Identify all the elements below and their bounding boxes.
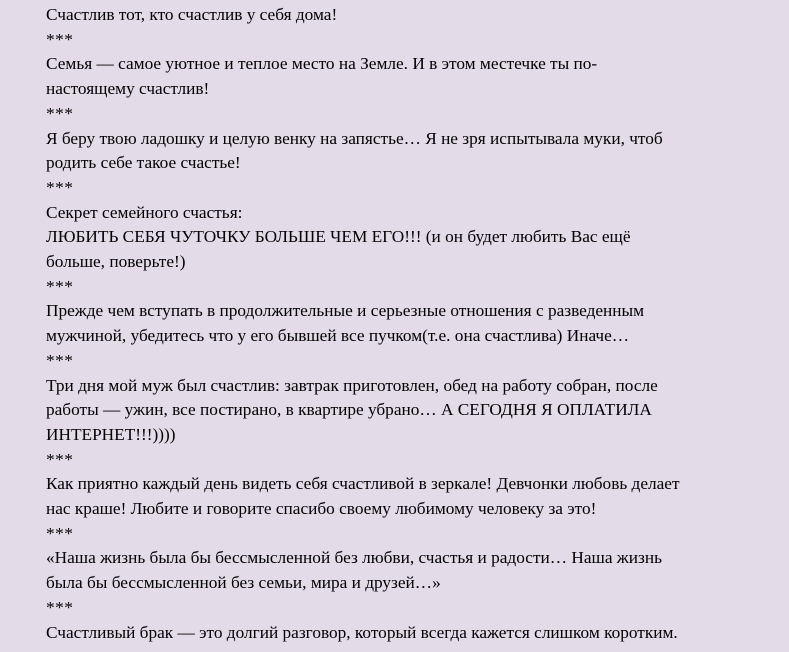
separator: *** bbox=[46, 103, 74, 123]
quote-line: Секрет семейного счастья: bbox=[46, 202, 243, 222]
quote-line: Прежде чем вступать в продолжительные и серьезные отношения с разведенным bbox=[46, 301, 645, 321]
separator: *** bbox=[46, 523, 74, 543]
quote-block bbox=[46, 201, 776, 275]
quote-line: «Наша жизнь была бы бессмысленной без любви, счастья и радости… Наша жизнь bbox=[46, 548, 662, 568]
quote-line: Счастливый брак — это долгий разговор, который всегда кажется слишком коротким. bbox=[46, 622, 678, 642]
quote-line: больше, поверьте!) bbox=[46, 252, 186, 272]
quote-line: Счастлив тот, кто счастлив у себя дома! bbox=[46, 5, 338, 24]
quote-line: Семья — самое уютное и теплое место на Земле. И в этом местечке ты по- bbox=[46, 54, 598, 74]
quote-line: родить себе такое счастье! bbox=[46, 153, 241, 173]
quote-block bbox=[46, 472, 776, 521]
separator: *** bbox=[46, 597, 74, 617]
quote-line: была бы бессмысленной без семьи, мира и друзей…» bbox=[46, 573, 441, 593]
quote-line: мужчиной, убедитесь что у его бывшей все пучком(т.е. она счастлива) Иначе… bbox=[46, 326, 630, 346]
quote-line: Три дня мой муж был счастлив: завтрак приготовлен, обед на работу собран, после bbox=[46, 375, 658, 395]
separator: *** bbox=[46, 177, 74, 197]
quotes-document bbox=[46, 3, 776, 645]
quote-line: Я беру твою ладошку и целую венку на запястье… Я не зря испытывала муки, чтоб bbox=[46, 128, 663, 148]
separator: *** bbox=[46, 29, 74, 49]
quote-block bbox=[46, 374, 776, 448]
quote-line: Как приятно каждый день видеть себя счастливой в зеркале! Девчонки любовь делает bbox=[46, 474, 680, 494]
quote-line: настоящему счастлив! bbox=[46, 79, 210, 99]
quote-line: ЛЮБИТЬ СЕБЯ ЧУТОЧКУ БОЛЬШЕ ЧЕМ ЕГО!!! (и он будет любить Вас ещё bbox=[46, 227, 631, 247]
quote-block bbox=[46, 3, 776, 28]
quote-block bbox=[46, 52, 776, 101]
quote-block bbox=[46, 299, 776, 348]
separator: *** bbox=[46, 276, 74, 296]
quote-block bbox=[46, 621, 776, 646]
quote-line: работы — ужин, все постирано, в квартире убрано… А СЕГОДНЯ Я ОПЛАТИЛА bbox=[46, 400, 652, 420]
separator: *** bbox=[46, 350, 74, 370]
quote-block bbox=[46, 546, 776, 595]
quote-line: ИНТЕРНЕТ!!!)))) bbox=[46, 424, 176, 444]
separator: *** bbox=[46, 449, 74, 469]
quote-line: нас краше! Любите и говорите спасибо своему любимому человеку за это! bbox=[46, 499, 597, 519]
quote-block bbox=[46, 127, 776, 176]
